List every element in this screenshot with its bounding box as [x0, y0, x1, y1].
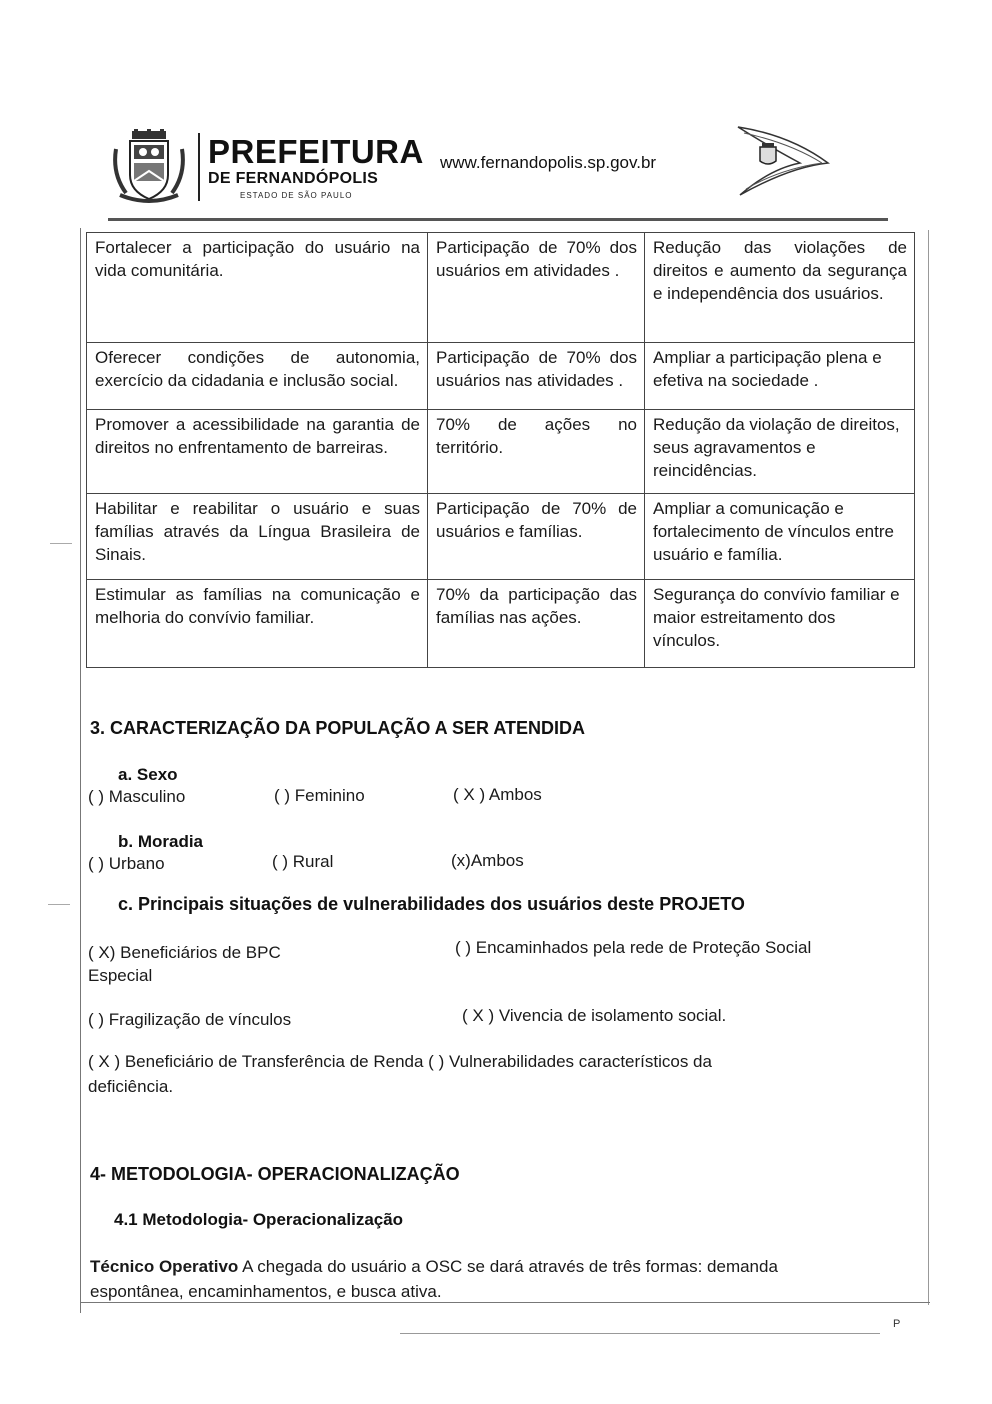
- section-4-1-subtitle: 4.1 Metodologia- Operacionalização: [114, 1210, 404, 1229]
- result-cell: Segurança do convívio familiar e maior estreitamento dos vínculos.: [645, 580, 915, 668]
- brand-state: ESTADO DE SÃO PAULO: [240, 191, 353, 200]
- brand-subtitle: DE FERNANDÓPOLIS: [208, 170, 379, 187]
- vuln-item-isolamento[interactable]: ( X ) Vivencia de isolamento social.: [462, 1006, 727, 1025]
- moradia-option-rural[interactable]: ( ) Rural: [272, 852, 334, 871]
- footer-rule: [400, 1333, 880, 1334]
- result-cell: Redução das violações de direitos e aumento da segurança e independência dos usuários.: [645, 233, 915, 343]
- indicator-cell: 70% da participação das famílias nas ações.: [428, 580, 645, 668]
- sexo-option-feminino[interactable]: ( ) Feminino: [274, 786, 365, 805]
- table-row: [87, 494, 915, 580]
- sexo-option-ambos[interactable]: ( X ) Ambos: [453, 785, 542, 804]
- vuln-item-bpc[interactable]: ( X) Beneficiários de BPC: [88, 943, 281, 962]
- section-3-title: 3. CARACTERIZAÇÃO DA POPULAÇÃO A SER ATENDIDA: [90, 718, 586, 738]
- indicator-cell: Participação de 70% dos usuários em atividades .: [428, 233, 645, 343]
- paragraph-text: A chegada do usuário a OSC se dará através de três formas: demanda: [238, 1257, 778, 1276]
- objective-cell: Oferecer condições de autonomia, exercício da cidadania e inclusão social.: [87, 343, 428, 410]
- table-row: [87, 343, 915, 410]
- section-4-title: 4- METODOLOGIA- OPERACIONALIZAÇÃO: [90, 1164, 460, 1184]
- indicator-cell: Participação de 70% de usuários e famílias.: [428, 494, 645, 580]
- tecnico-operativo-label: Técnico Operativo: [90, 1257, 239, 1276]
- sexo-option-masculino[interactable]: ( ) Masculino: [88, 787, 186, 806]
- result-cell: Redução da violação de direitos, seus agravamentos e reincidências.: [645, 410, 915, 494]
- indicator-cell: Participação de 70% dos usuários nas atividades .: [428, 343, 645, 410]
- header-divider: [198, 133, 200, 201]
- website-url[interactable]: www.fernandopolis.sp.gov.br: [440, 153, 657, 172]
- objective-cell: Estimular as famílias na comunicação e melhoria do convívio familiar.: [87, 580, 428, 668]
- moradia-option-ambos[interactable]: (x)Ambos: [451, 851, 524, 870]
- vuln-item-fragilizacao[interactable]: ( ) Fragilização de vínculos: [88, 1010, 292, 1029]
- vulnerabilidades-heading: c. Principais situações de vulnerabilidades dos usuários deste PROJETO: [118, 894, 745, 914]
- objective-cell: Promover a acessibilidade na garantia de direitos no enfrentamento de barreiras.: [87, 410, 428, 494]
- table-row: [87, 410, 915, 494]
- result-cell: Ampliar a participação plena e efetiva na sociedade .: [645, 343, 915, 410]
- table-row: [87, 580, 915, 668]
- coat-of-arms-icon: [110, 129, 188, 207]
- margin-mark: [48, 904, 70, 905]
- brand-title: PREFEITURA: [208, 133, 424, 170]
- moradia-option-urbano[interactable]: ( ) Urbano: [88, 854, 165, 873]
- footer-page-mark: P: [893, 1318, 901, 1330]
- header-rule: [108, 218, 888, 221]
- arrow-emblem-icon: [730, 125, 830, 197]
- sexo-heading: a. Sexo: [118, 765, 178, 784]
- moradia-heading: b. Moradia: [118, 832, 204, 851]
- vuln-item-encaminhados[interactable]: ( ) Encaminhados pela rede de Proteção Social: [455, 938, 812, 957]
- metodologia-paragraph-line1: [90, 1257, 778, 1277]
- metodologia-paragraph-line2: espontânea, encaminhamentos, e busca ativa.: [90, 1282, 442, 1301]
- vuln-item-transferencia[interactable]: ( X ) Beneficiário de Transferência de Renda ( ) Vulnerabilidades característicos da: [88, 1052, 712, 1071]
- vuln-item-encaminhados-cont: Especial: [88, 966, 153, 985]
- page-header: [110, 125, 890, 210]
- indicator-cell: 70% de ações no território.: [428, 410, 645, 494]
- margin-mark: [50, 543, 72, 544]
- frame-bottom-line: [80, 1302, 930, 1303]
- frame-right-line: [928, 230, 929, 1305]
- goals-table: [86, 232, 915, 668]
- table-row: [87, 233, 915, 343]
- frame-left-line: [80, 228, 81, 1313]
- vuln-item-transferencia-cont: deficiência.: [88, 1077, 174, 1096]
- objective-cell: Fortalecer a participação do usuário na vida comunitária.: [87, 233, 428, 343]
- objective-cell: Habilitar e reabilitar o usuário e suas famílias através da Língua Brasileira de Sinais.: [87, 494, 428, 580]
- result-cell: Ampliar a comunicação e fortalecimento de vínculos entre usuário e família.: [645, 494, 915, 580]
